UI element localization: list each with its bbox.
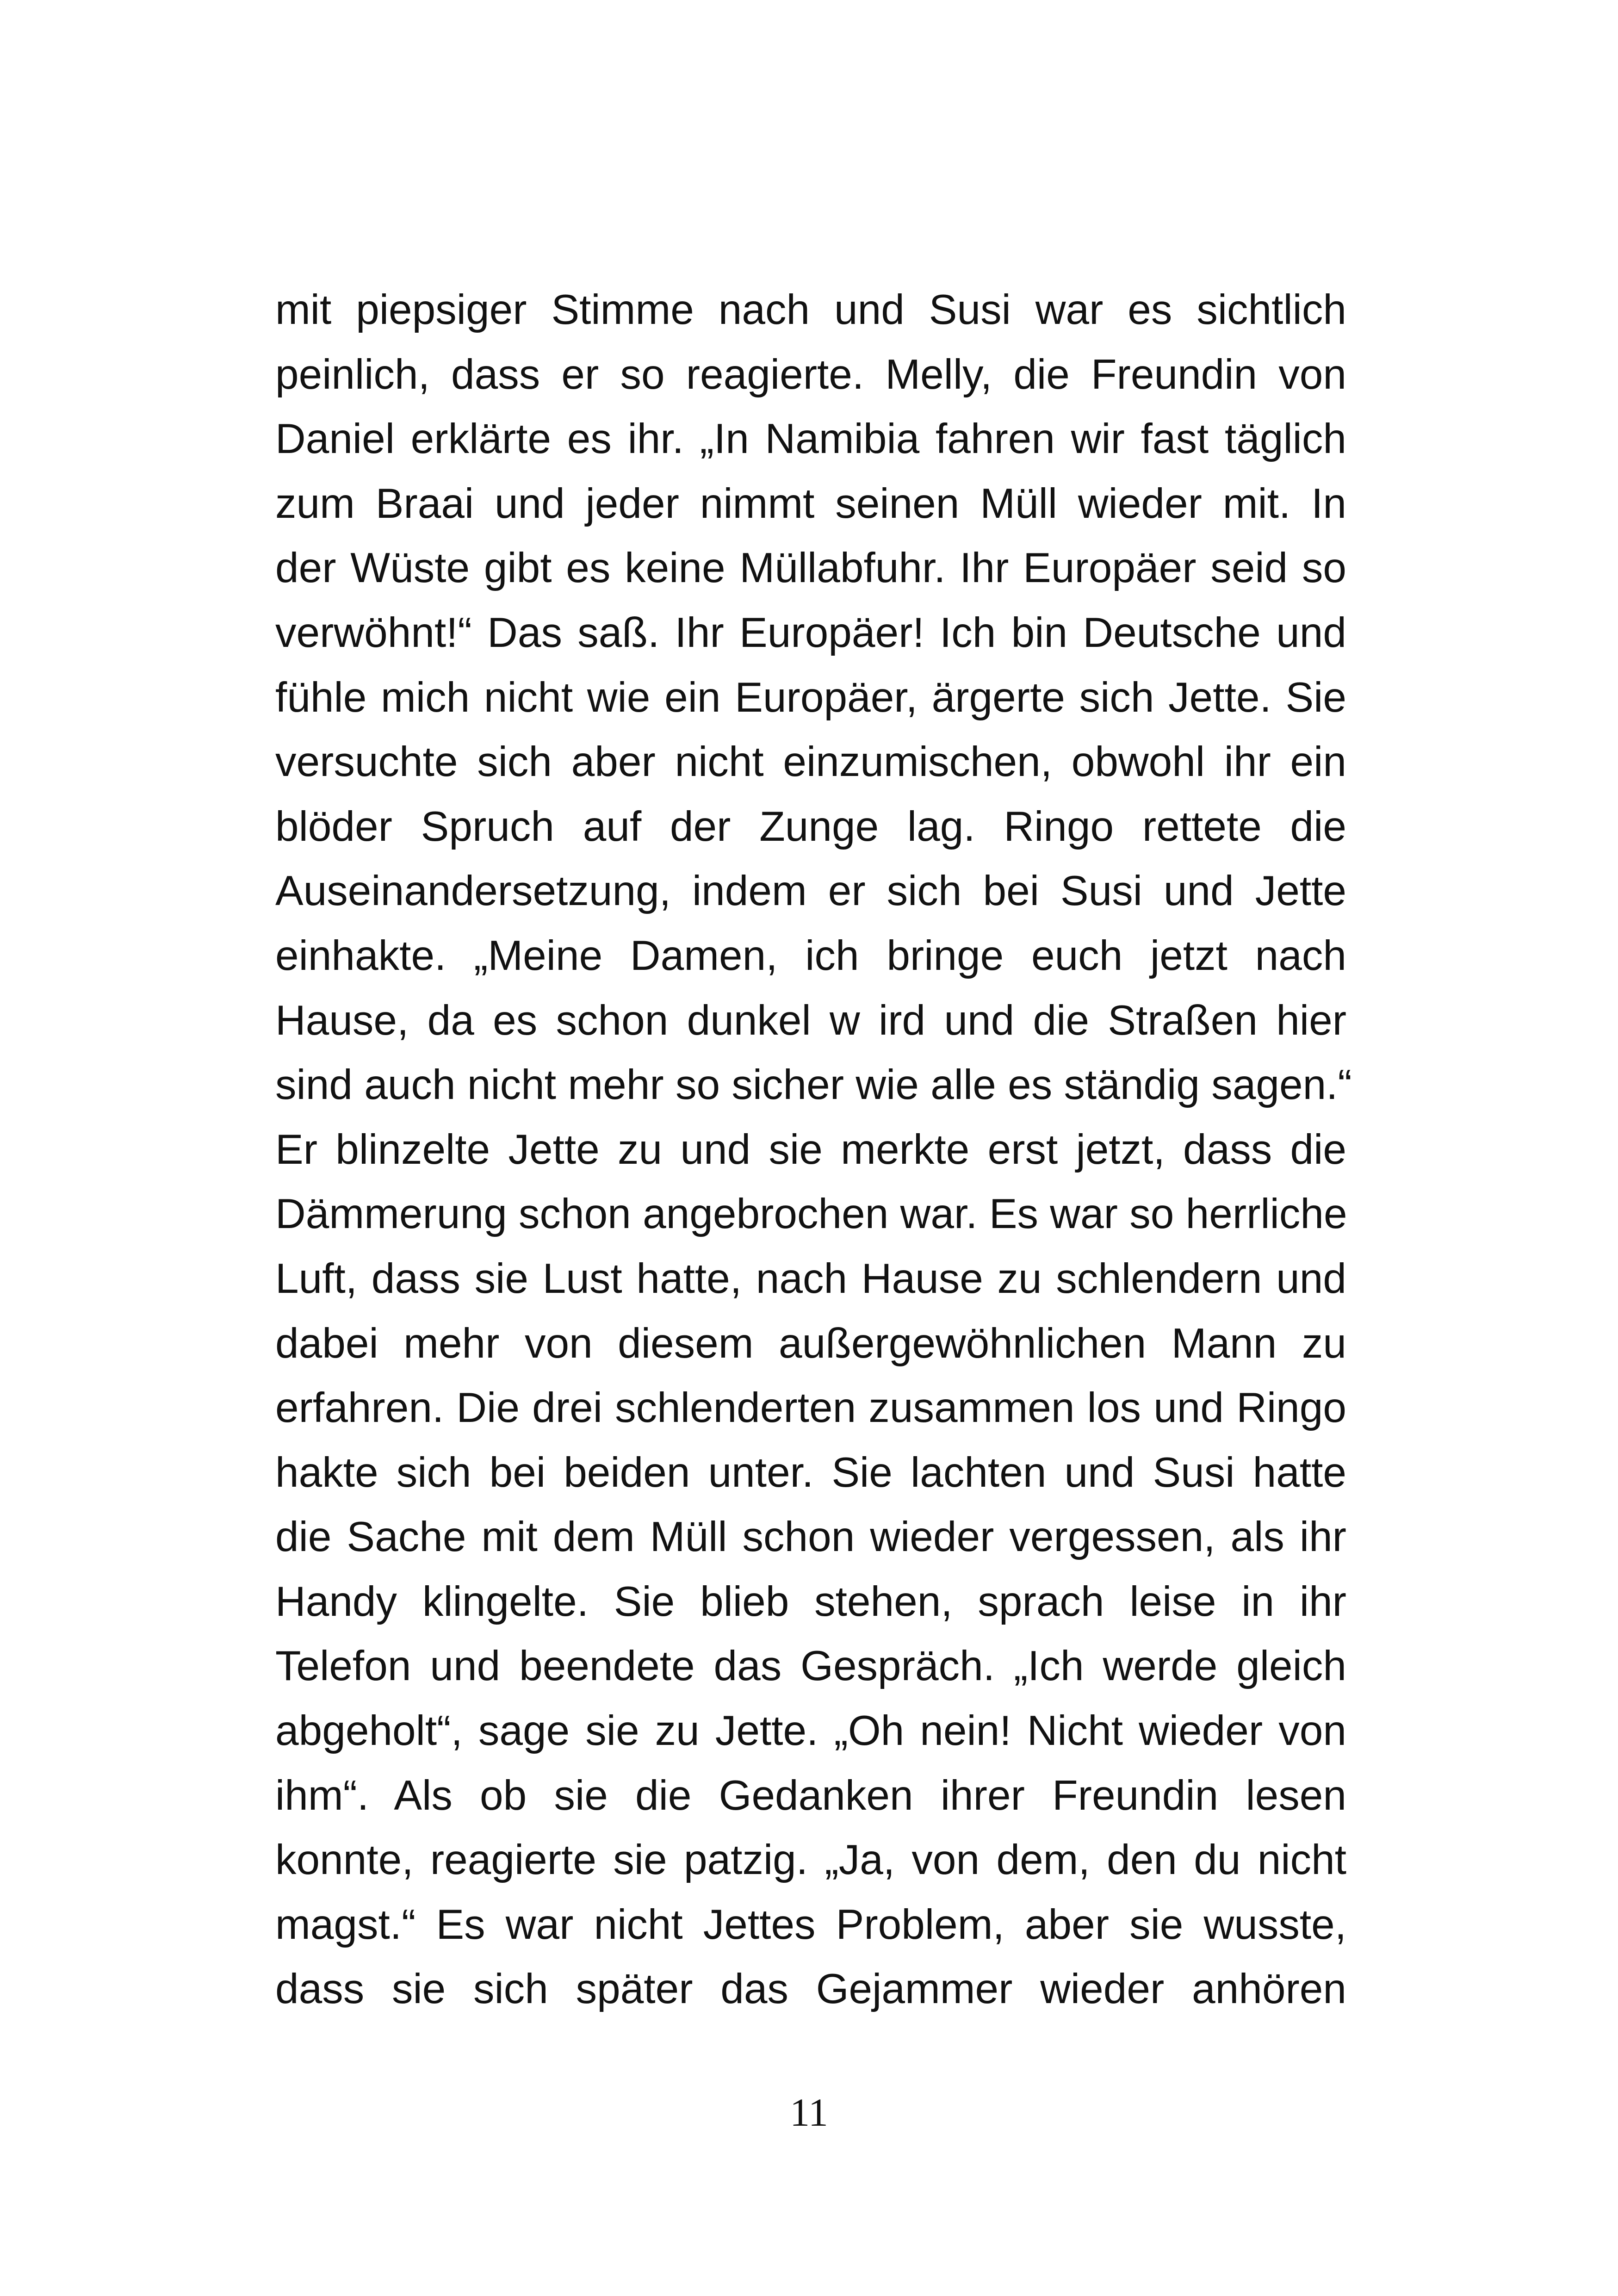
text-line: konnte, reagierte sie patzig. „Ja, von dem, den du nicht	[275, 1837, 1346, 1884]
text-line: peinlich, dass er so reagierte. Melly, die Freundin von	[275, 351, 1346, 398]
text-line: ihm“. Als ob sie die Gedanken ihrer Freundin lesen	[275, 1772, 1346, 1819]
text-line: Er blinzelte Jette zu und sie merkte erst jetzt, dass die	[275, 1126, 1346, 1173]
text-line: dass sie sich später das Gejammer wieder anhören	[275, 1966, 1346, 2013]
text-line: blöder Spruch auf der Zunge lag. Ringo rettete die	[275, 803, 1346, 850]
text-line: Handy klingelte. Sie blieb stehen, sprach leise in ihr	[275, 1578, 1346, 1625]
text-line: der Wüste gibt es keine Müllabfuhr. Ihr Europäer seid so	[275, 545, 1346, 592]
text-line: Telefon und beendete das Gespräch. „Ich werde gleich	[275, 1643, 1346, 1690]
text-line: dabei mehr von diesem außergewöhnlichen Mann zu	[275, 1320, 1346, 1367]
text-line: hakte sich bei beiden unter. Sie lachten und Susi hatte	[275, 1449, 1346, 1496]
text-line: erfahren. Die drei schlenderten zusammen los und Ringo	[275, 1384, 1346, 1432]
text-line: sind auch nicht mehr so sicher wie alle es ständig sagen.“	[275, 1061, 1352, 1109]
text-line: Auseinandersetzung, indem er sich bei Susi und Jette	[275, 868, 1346, 915]
text-line: verwöhnt!“ Das saß. Ihr Europäer! Ich bin Deutsche und	[275, 609, 1346, 656]
text-line: zum Braai und jeder nimmt seinen Müll wieder mit. In	[275, 480, 1346, 527]
text-line: fühle mich nicht wie ein Europäer, ärgerte sich Jette. Sie	[275, 674, 1346, 721]
text-line: die Sache mit dem Müll schon wieder vergessen, als ihr	[275, 1514, 1346, 1561]
page-number: 11	[790, 2090, 828, 2135]
text-line: magst.“ Es war nicht Jettes Problem, aber sie wusste,	[275, 1901, 1346, 1948]
text-line: Dämmerung schon angebrochen war. Es war so herrliche	[275, 1191, 1347, 1238]
text-line: versuchte sich aber nicht einzumischen, obwohl ihr ein	[275, 738, 1346, 786]
text-line: Luft, dass sie Lust hatte, nach Hause zu schlendern und	[275, 1255, 1346, 1302]
body-text	[275, 278, 1352, 2022]
text-line: Daniel erklärte es ihr. „In Namibia fahren wir fast täglich	[275, 416, 1346, 463]
text-line: einhakte. „Meine Damen, ich bringe euch jetzt nach	[275, 932, 1346, 979]
text-line: Hause, da es schon dunkel w ird und die Straßen hier	[275, 997, 1346, 1044]
text-line: mit piepsiger Stimme nach und Susi war es sichtlich	[275, 286, 1346, 333]
text-line: abgeholt“, sage sie zu Jette. „Oh nein! Nicht wieder von	[275, 1707, 1346, 1755]
